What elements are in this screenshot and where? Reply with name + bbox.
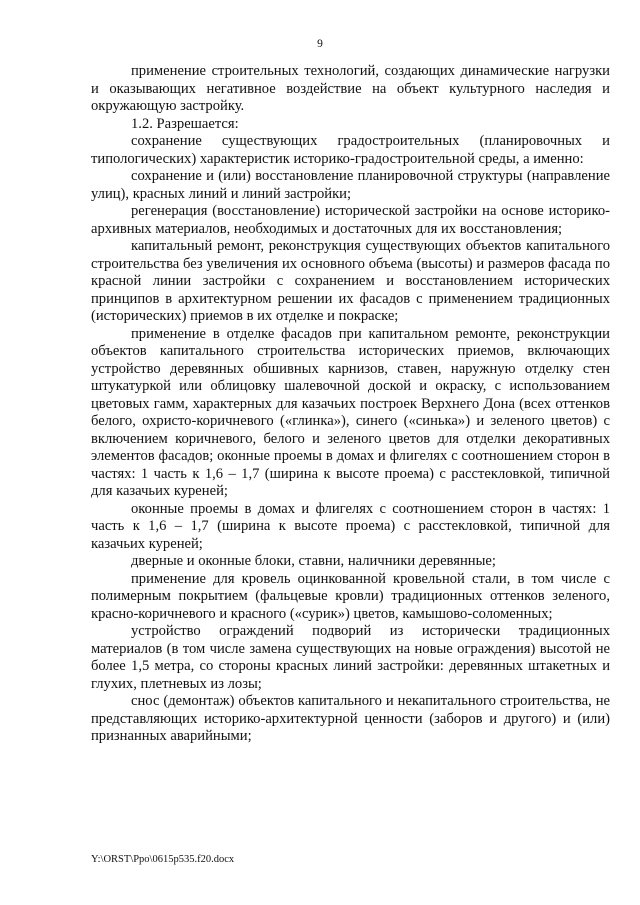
paragraph-planning-structure: сохранение и (или) восстановление планировочной структуры (направление улиц), красных линий и линий застройки; (91, 168, 610, 202)
paragraph-facade-finishing: применение в отделке фасадов при капитальном ремонте, реконструкции объектов капитального строительства исторических приемов, включающих устройство деревянных обшивных карнизов, ставен, наружную отделку стен штукатуркой или облицовку шалевочной доской и окраску, с использованием цветовых гамм, характерных для казачьих построек Верхнего Дона (всех оттенков белого, охристо-коричневого («глинка»), синего («синька») и зеленого цветов) с включением коричневого, белого и зеленого цветов для отделки декоративных элементов фасадов; оконные проемы в домах и флигелях с соотношением сторон в частях: 1 часть к 1,6 – 1,7 (ширина к высоте проема) с расстекловкой, типичной для казачьих куреней; (91, 325, 610, 499)
paragraph-door-window-blocks: дверные и оконные блоки, ставни, наличники деревянные; (131, 553, 496, 569)
page-number: 9 (317, 38, 323, 50)
paragraph-roofing: применение для кровель оцинкованной кровельной стали, в том числе с полимерным покрытием (фальцевые кровли) традиционных оттенков зеленого, красно-коричневого и красного («сурик») цветов, камышово-соломенных; (91, 570, 610, 622)
section-heading-allowed: 1.2. Разрешается: (131, 115, 239, 132)
paragraph-regeneration: регенерация (восстановление) исторической застройки на основе историко-архивных материалов, необходимых и достаточных для их восстановления; (91, 203, 610, 237)
paragraph-prohibited-technologies: применение строительных технологий, создающих динамические нагрузки и оказывающих негативное воздействие на объект культурного наследия и окружающую застройку. (91, 63, 610, 114)
footer-file-path: Y:\ORST\Ppo\0615p535.f20.docx (91, 854, 235, 865)
document-body (91, 63, 610, 746)
paragraph-fences: устройство ограждений подворий из исторически традиционных материалов (в том числе замена существующих на новые ограждения) высотой не более 1,5 метра, со стороны красных линий застройки: деревянных штакетных и глухих, плетневых из лозы; (91, 623, 610, 692)
paragraph-demolition: снос (демонтаж) объектов капитального и некапитального строительства, не представляющих историко-архитектурной ценности (заборов и другого) и (или) признанных аварийными; (91, 693, 610, 744)
paragraph-capital-repair: капитальный ремонт, реконструкция существующих объектов капитального строительства без увеличения их основного объема (высоты) и размеров фасада по красной линии застройки с сохранением и восстановлением исторических принципов в архитектурном решении их фасадов с применением традиционных (исторических) приемов в их отделке и покраске; (91, 238, 610, 324)
paragraph-preservation-characteristics: сохранение существующих градостроительных (планировочных и типологических) характеристик историко-градостроительной среды, а именно: (91, 133, 610, 167)
paragraph-window-openings: оконные проемы в домах и флигелях с соотношением сторон в частях: 1 часть к 1,6 – 1,7 (ширина к высоте проема) с расстекловкой, типичной для казачьих куреней; (91, 500, 610, 552)
